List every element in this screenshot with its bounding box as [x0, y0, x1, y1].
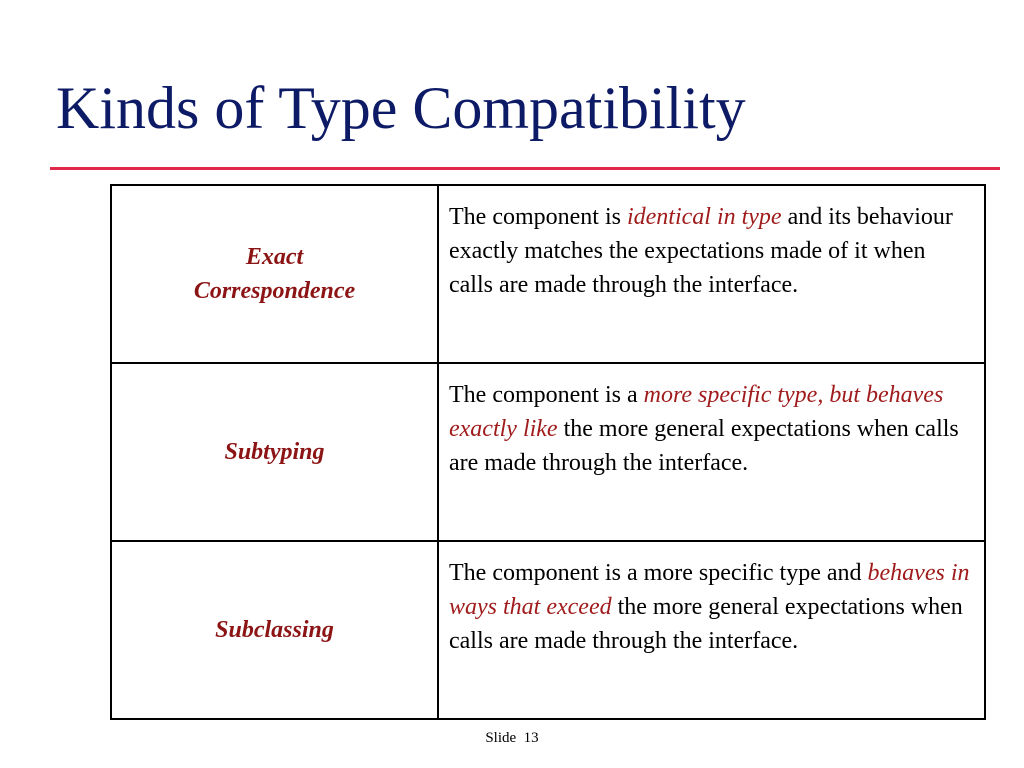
- kind-label-line1: Exact: [245, 244, 304, 270]
- slide-title: Kinds of Type Compatibility: [56, 75, 746, 141]
- compatibility-table: [110, 184, 986, 720]
- kind-label-line2: Correspondence: [193, 278, 356, 304]
- slide-number: 13: [523, 730, 539, 746]
- slide-footer: [0, 730, 1024, 747]
- description-text: the more general expectations when calls are made through the interface.: [449, 416, 959, 476]
- description-cell: [438, 541, 985, 719]
- table-row: [111, 541, 985, 719]
- table-row: [111, 363, 985, 541]
- description-text: The component is: [449, 204, 627, 230]
- description-emphasis: more specific type, but behaves exactly like: [449, 382, 944, 442]
- kind-label: Subclassing: [215, 617, 334, 643]
- description-cell: [438, 363, 985, 541]
- kind-label: Subtyping: [224, 439, 325, 465]
- description-text: the more general expectations when calls are made through the interface.: [449, 594, 963, 654]
- description-emphasis: identical in type: [626, 204, 782, 230]
- description-cell: [438, 185, 985, 363]
- footer-label: Slide: [485, 730, 517, 746]
- table-row: [111, 185, 985, 363]
- kind-cell-subclassing: [111, 541, 438, 719]
- title-divider: [50, 167, 1000, 170]
- kind-cell-exact-correspondence: [111, 185, 438, 363]
- kind-cell-subtyping: [111, 363, 438, 541]
- description-text: The component is a: [449, 382, 644, 408]
- description-text: and its behaviour exactly matches the expectations made of it when calls are made through the interface.: [449, 204, 953, 298]
- description-emphasis: behaves in ways that exceed: [449, 560, 970, 620]
- description-text: The component is a more specific type and: [449, 560, 868, 586]
